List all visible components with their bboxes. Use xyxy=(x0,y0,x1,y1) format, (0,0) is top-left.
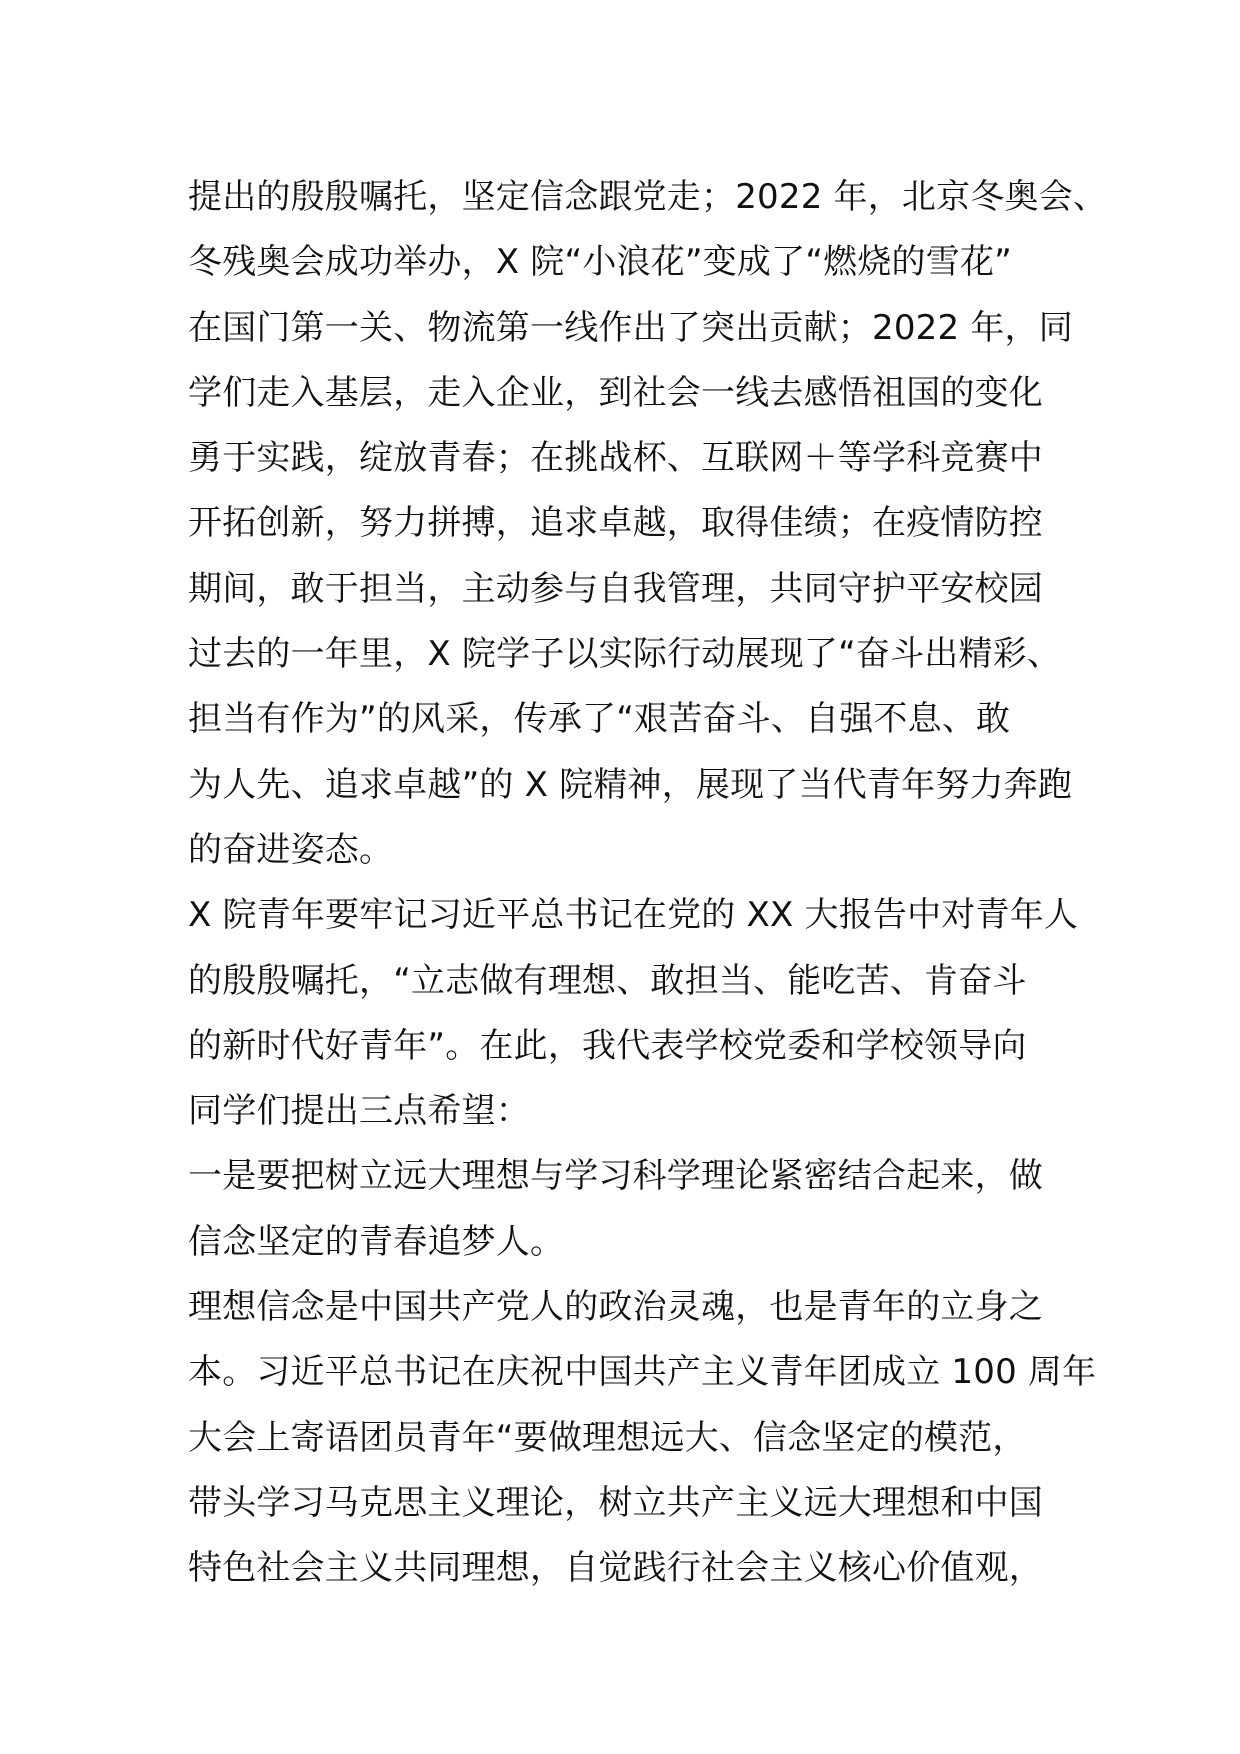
text-line: 的奋进姿态。 xyxy=(188,829,394,870)
text-line: 同学们提出三点希望： xyxy=(188,1091,530,1132)
text-line: 担当有作为”的风采，传承了“艰苦奋斗、自强不息、敢 xyxy=(188,699,1011,740)
text-line: 信念坚定的青春追梦人。 xyxy=(188,1221,565,1262)
text-line: 特色社会主义共同理想，自觉践行社会主义核心价值观， xyxy=(188,1548,1043,1589)
text-line: 大会上寄语团员青年“要做理想远大、信念坚定的模范， xyxy=(188,1417,1027,1458)
document-body xyxy=(188,165,1108,1602)
text-line: 提出的殷殷嘱托，坚定信念跟党走；2022 年，北京冬奥会、 xyxy=(188,177,1108,217)
text-line: 理想信念是中国共产党人的政治灵魂，也是青年的立身之 xyxy=(188,1287,1043,1328)
text-line: 期间，敢于担当，主动参与自我管理，共同守护平安校园 xyxy=(188,568,1043,609)
text-line: 在国门第一关、物流第一线作出了突出贡献；2022 年，同 xyxy=(188,307,1073,348)
text-line: 学们走入基层，走入企业，到社会一线去感悟祖国的变化 xyxy=(188,372,1043,413)
text-line: 开拓创新，努力拼搏，追求卓越，取得佳绩；在疫情防控 xyxy=(188,503,1043,544)
text-line: 过去的一年里，X 院学子以实际行动展现了“奋斗出精彩、 xyxy=(188,634,1062,675)
text-line: 一是要把树立远大理想与学习科学理论紧密结合起来，做 xyxy=(188,1156,1043,1197)
text-line: 本。习近平总书记在庆祝中国共产主义青年团成立 100 周年 xyxy=(188,1352,1097,1393)
text-line: 的殷殷嘱托，“立志做有理想、敢担当、能吃苦、肯奋斗 xyxy=(188,960,1027,1001)
text-line: 带头学习马克思主义理论，树立共产主义远大理想和中国 xyxy=(188,1482,1043,1523)
text-line: 为人先、追求卓越”的 X 院精神，展现了当代青年努力奔跑 xyxy=(188,764,1073,805)
text-line: 的新时代好青年”。在此，我代表学校党委和学校领导向 xyxy=(188,1025,1027,1066)
text-line: X 院青年要牢记习近平总书记在党的 XX 大报告中对青年人 xyxy=(188,895,1079,936)
text-line: 冬残奥会成功举办，X 院“小浪花”变成了“燃烧的雪花” xyxy=(188,242,1012,283)
text-line: 勇于实践，绽放青春；在挑战杯、互联网＋等学科竞赛中 xyxy=(188,438,1043,479)
